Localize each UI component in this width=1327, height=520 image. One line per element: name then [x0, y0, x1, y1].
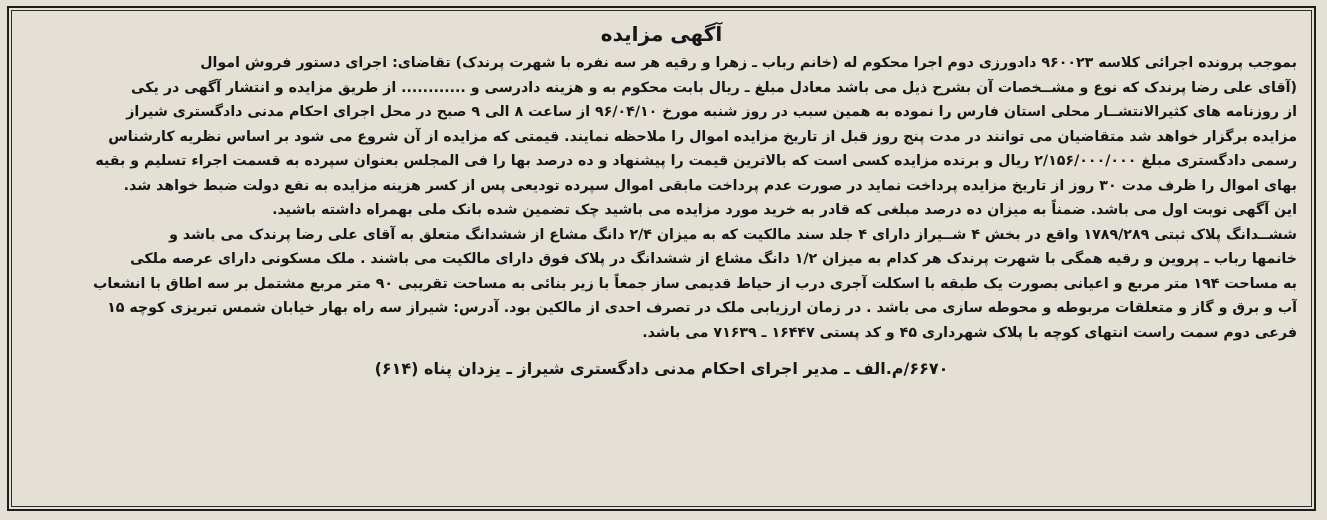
- notice-line: (آقای علی رضا پرندک که نوع و مشــخصات آن بشرح ذیل می باشد معادل مبلغ ـ ریال بابت محکوم به و هزینه دادرسی و ............ از طریق مزایده و انتشار آگهی در یکی: [130, 79, 1297, 96]
- notice-line: ششــدانگ پلاک ثبتی ۱۷۸۹/۲۸۹ واقع در بخش ۴ شــیراز دارای ۴ جلد سند مالکیت که به میزان ۲/۴ دانگ مشاع از ششدانگ متعلق به آقای علی رضا پرندک می باشد و: [169, 226, 1297, 243]
- notice-body: [11, 10, 1312, 507]
- notice-line: خانمها رباب ـ پروین و رقیه همگی با شهرت پرندک هر کدام به میزان ۱/۲ دانگ مشاع از ششدانگ در پلاک فوق دارای مالکیت می باشند . ملک مسکونی دارای عرصه ملکی: [130, 251, 1297, 267]
- notice-border: [7, 6, 1316, 511]
- notice-line: فرعی دوم سمت راست انتهای کوچه با پلاک شهرداری ۴۵ و کد پستی ۱۶۴۴۷ ـ ۷۱۶۳۹ می باشد.: [642, 324, 1297, 341]
- notice-title: آگهی مزایده: [600, 22, 723, 46]
- notice-signature: ۶۶۷۰/م.الف ـ مدیر اجرای احکام مدنی دادگستری شیراز ـ یزدان پناه (۶۱۴): [374, 359, 949, 378]
- notice-line: مزایده برگزار خواهد شد متقاضیان می توانند در مدت پنج روز قبل از تاریخ مزایده اموال را ملاحظه نمایند. قیمتی که مزایده از آن شروع می شود بر اساس نظریه کارشناس: [108, 128, 1297, 145]
- notice-line: به مساحت ۱۹۴ متر مربع و اعیانی بصورت یک طبقه با اسکلت آجری درب از حیاط قدیمی ساز جمعاً با زیر بنائی به مساحت تقریبی ۹۰ متر مربع مشتمل بر سه اطاق با انشعاب: [93, 275, 1297, 292]
- notice-text: [26, 51, 1297, 345]
- notice-line: آب و برق و گاز و متعلقات مربوطه و محوطه سازی می باشد . در زمان ارزیابی ملک در تصرف احدی از مالکین بود. آدرس: شیراز سه راه بهار خیابان شمس تبریزی کوچه ۱۵: [107, 300, 1297, 316]
- notice-line: رسمی دادگستری مبلغ ۲/۱۵۶/۰۰۰/۰۰۰ ریال و برنده مزایده کسی است که بالاترین قیمت را پیشنهاد و ده درصد بها را فی المجلس بعنوان سپرده به قسمت اجراء تسلیم و بقیه: [95, 153, 1297, 169]
- notice-line: این آگهی نوبت اول می باشد. ضمناً به میزان ده درصد مبلغی که قادر به خرید مورد مزایده می باشید چک تضمین شده بانک ملی بهمراه داشته باشید.: [272, 202, 1297, 218]
- notice-line: بموجب پرونده اجرائی کلاسه ۹۶۰۰۲۳ دادورزی دوم اجرا محکوم له (خانم رباب ـ زهرا و رقیه هر سه نفره با شهرت پرندک) تقاضای: اجرای دستور فروش اموال: [200, 55, 1297, 71]
- notice-line: بهای اموال را ظرف مدت ۳۰ روز از تاریخ مزایده پرداخت نماید در صورت عدم پرداخت مابقی اموال سپرده تودیعی پس از کسر هزینه مزایده به نفع دولت ضبط خواهد شد.: [123, 177, 1297, 194]
- notice-line: از روزنامه های کثیرالانتشــار محلی استان فارس را نموده به همین سبب در روز شنبه مورخ ۹۶/۰۴/۱۰ از ساعت ۸ الی ۹ صبح در محل اجرای احکام مدنی دادگستری شیراز: [126, 104, 1297, 120]
